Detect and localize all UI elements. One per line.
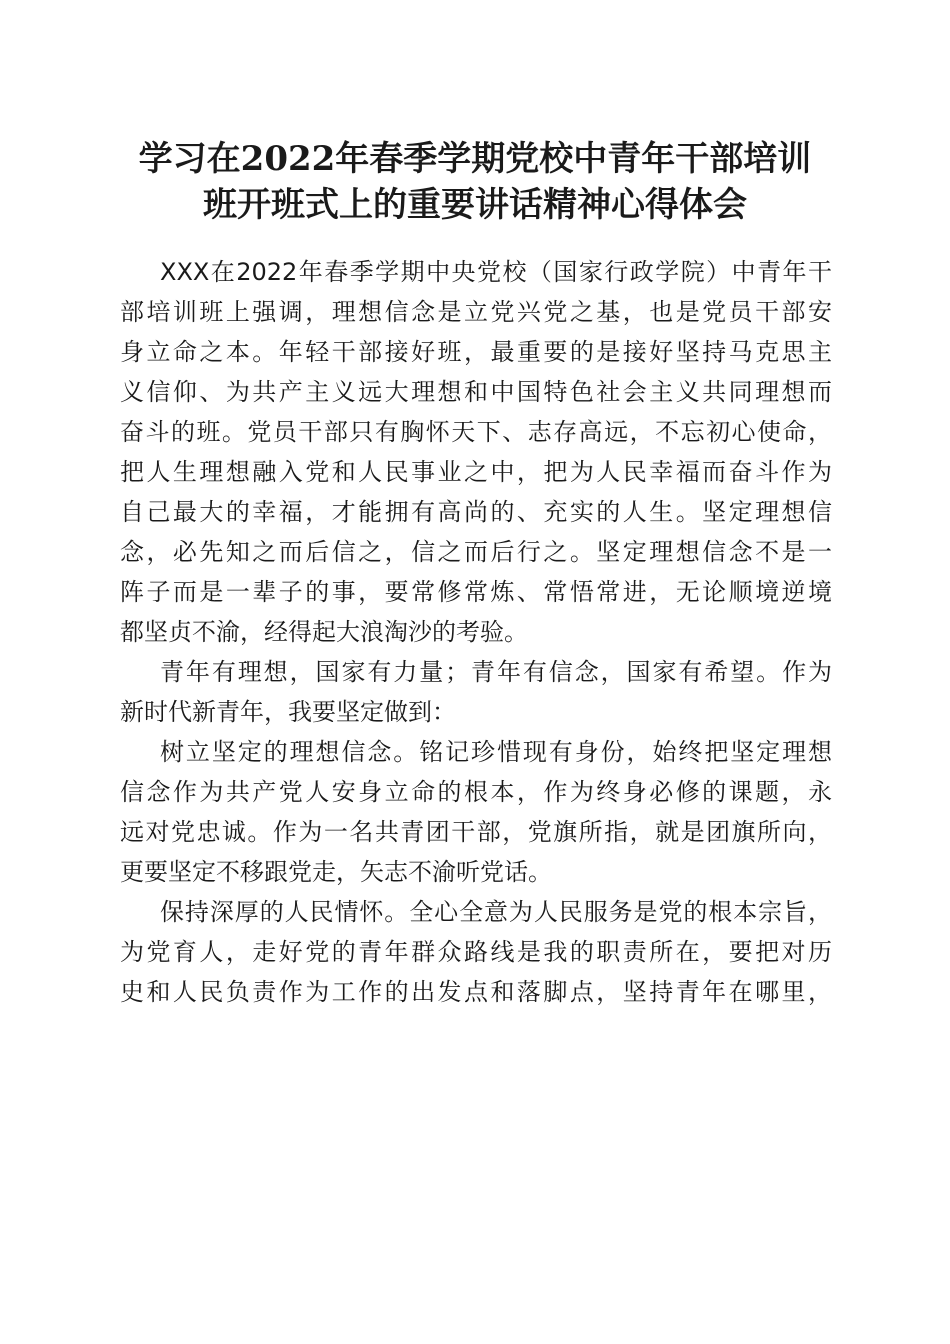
paragraph-line: 都坚贞不渝，经得起大浪淘沙的考验。 — [120, 618, 528, 646]
title-line-1: 学习在2022年春季学期党校中青年干部培训 — [138, 139, 812, 179]
paragraph-line: 信念作为共产党人安身立命的根本，作为终身必修的课题，永 — [120, 778, 832, 806]
paragraph-line: 远对党忠诚。作为一名共青团干部，党旗所指，就是团旗所向， — [120, 818, 832, 846]
paragraph-1 — [120, 252, 832, 652]
paragraph-line: 更要坚定不移跟党走，矢志不渝听党话。 — [120, 858, 552, 886]
paragraph-line: 青年有理想，国家有力量；青年有信念，国家有希望。作为 — [160, 658, 832, 686]
paragraph-line: 身立命之本。年轻干部接好班，最重要的是接好坚持马克思主 — [120, 338, 832, 366]
paragraph-4 — [120, 892, 832, 1012]
paragraph-line: 义信仰、为共产主义远大理想和中国特色社会主义共同理想而 — [120, 378, 832, 406]
paragraph-line: 新时代新青年，我要坚定做到： — [120, 698, 456, 726]
paragraph-line: 自己最大的幸福，才能拥有高尚的、充实的人生。坚定理想信 — [120, 498, 832, 526]
paragraph-line: 把人生理想融入党和人民事业之中，把为人民幸福而奋斗作为 — [120, 458, 832, 486]
paragraph-line: 部培训班上强调，理想信念是立党兴党之基，也是党员干部安 — [120, 298, 832, 326]
paragraph-line: 阵子而是一辈子的事，要常修常炼、常悟常进，无论顺境逆境 — [120, 578, 832, 606]
document-title — [80, 136, 870, 228]
paragraph-line: 为党育人，走好党的青年群众路线是我的职责所在，要把对历 — [120, 938, 832, 966]
paragraph-line: 史和人民负责作为工作的出发点和落脚点，坚持青年在哪里， — [120, 978, 832, 1006]
paragraph-line: 树立坚定的理想信念。铭记珍惜现有身份，始终把坚定理想 — [160, 738, 832, 766]
paragraph-2 — [120, 652, 832, 732]
paragraph-line: 念，必先知之而后信之，信之而后行之。坚定理想信念不是一 — [120, 538, 832, 566]
paragraph-3 — [120, 732, 832, 892]
document-body — [120, 252, 832, 1012]
paragraph-line: 保持深厚的人民情怀。全心全意为人民服务是党的根本宗旨， — [160, 898, 832, 926]
paragraph-line: XXX在2022年春季学期中央党校（国家行政学院）中青年干 — [160, 258, 832, 286]
paragraph-line: 奋斗的班。党员干部只有胸怀天下、志存高远，不忘初心使命， — [120, 418, 832, 446]
title-line-2: 班开班式上的重要讲话精神心得体会 — [203, 185, 747, 225]
